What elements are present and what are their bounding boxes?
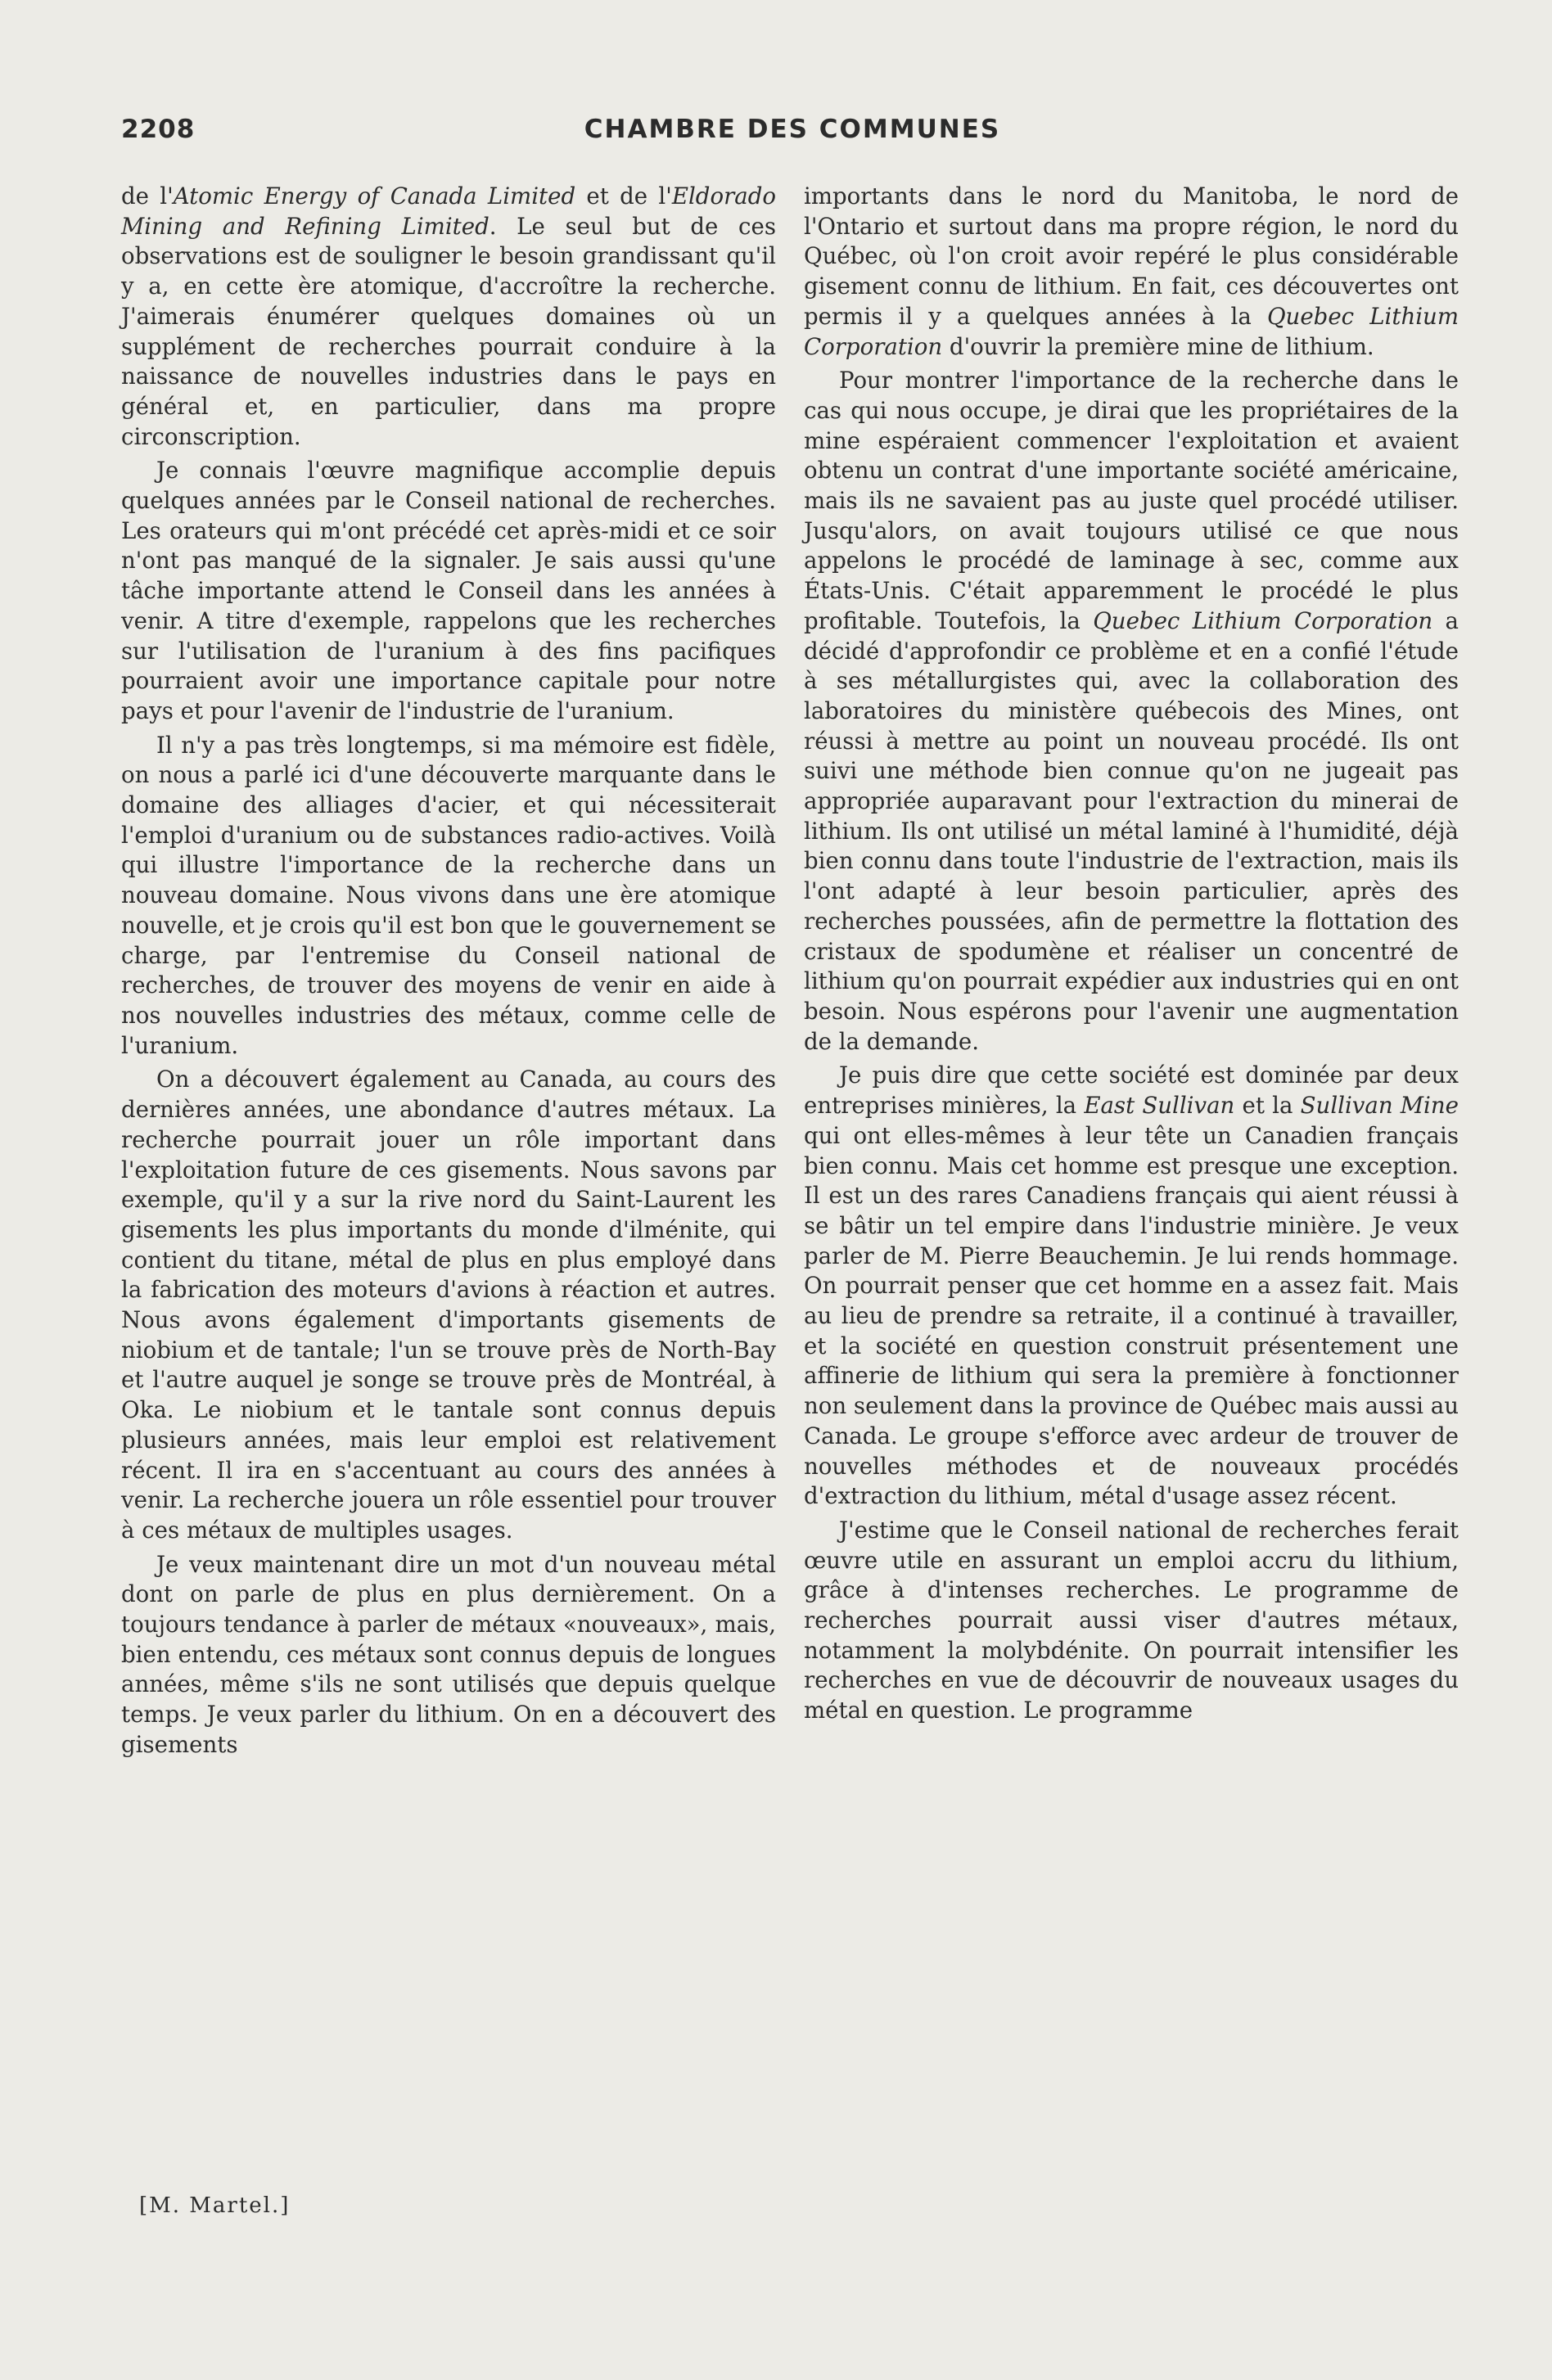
- page-header: [121, 115, 1464, 156]
- paragraph: Il n'y a pas très longtemps, si ma mémoire est fidèle, on nous a parlé ici d'une découverte marquante dans le domaine des alliages d'acier, et qui nécessiterait l'emploi d'uranium ou de substances radio-actives. Voilà qui illustre l'importance de la recherche dans un nouveau domaine. Nous vivons dans une ère atomique nouvelle, et je crois qu'il est bon que le gouvernement se charge, par l'entremise du Conseil national de recherches, de trouver des moyens de venir en aide à nos nouvelles industries des métaux, comme celle de l'uranium.: [121, 731, 776, 1059]
- paragraph: Pour montrer l'importance de la recherche dans le cas qui nous occupe, je dirai que les propriétaires de la mine espéraient commencer l'exploitation et avaient obtenu un contrat d'une importante société américaine, mais ils ne savaient pas au juste quel procédé utiliser. Jusqu'alors, on avait toujours utilisé ce que nous appelons le procédé de laminage à sec, comme aux États-Unis. C'était apparemment le procédé le plus profitable. Toutefois, la Quebec Lithium Corporation a décidé d'approfondir ce problème et en a confié l'étude à ses métallurgistes qui, avec la collaboration des laboratoires du ministère québecois des Mines, ont réussi à mettre au point un nouveau procédé. Ils ont suivi une méthode bien connue qu'on ne jugeait pas appropriée auparavant pour l'extraction du minerai de lithium. Ils ont utilisé un métal laminé à l'humidité, déjà bien connu dans toute l'industrie de l'extraction, mais ils l'ont adapté à leur besoin particulier, après des recherches poussées, afin de permettre la flottation des cristaux de spodumène et réaliser un concentré de lithium qu'on pourrait expédier aux industries qui en ont besoin. Nous espérons pour l'avenir une augmentation de la demande.: [804, 367, 1459, 1055]
- left-column: [121, 182, 776, 1765]
- paragraph: On a découvert également au Canada, au cours des dernières années, une abondance d'autres métaux. La recherche pourrait jouer un rôle important dans l'exploitation future de ces gisements. Nous savons par exemple, qu'il y a sur la rive nord du Saint-Laurent les gisements les plus importants du monde d'ilménite, qui contient du titane, métal de plus en plus employé dans la fabrication des moteurs d'avions à réaction et autres. Nous avons également d'importants gisements de niobium et de tantale; l'un se trouve près de North-Bay et l'autre auquel je songe se trouve près de Montréal, à Oka. Le niobium et le tantale sont connus depuis plusieurs années, mais leur emploi est relativement récent. Il ira en s'accentuant au cours des années à venir. La recherche jouera un rôle essentiel pour trouver à ces métaux de multiples usages.: [121, 1066, 776, 1544]
- paragraph: importants dans le nord du Manitoba, le nord de l'Ontario et surtout dans ma propre région, le nord du Québec, où l'on croit avoir repéré le plus considérable gisement connu de lithium. En fait, ces découvertes ont permis il y a quelques années à la Quebec Lithium Corporation d'ouvrir la première mine de lithium.: [804, 183, 1459, 360]
- right-column: [804, 182, 1459, 1730]
- paragraph: de l'Atomic Energy of Canada Limited et de l'Eldorado Mining and Refining Limited. Le seul but de ces observations est de souligner le besoin grandissant qu'il y a, en cette ère atomique, d'accroître la recherche. J'aimerais énumérer quelques domaines où un supplément de recherches pourrait conduire à la naissance de nouvelles industries dans le pays en général et, en particulier, dans ma propre circonscription.: [121, 183, 776, 450]
- paragraph: Je puis dire que cette société est dominée par deux entreprises minières, la East Sullivan et la Sullivan Mine qui ont elles-mêmes à leur tête un Canadien français bien connu. Mais cet homme est presque une exception. Il est un des rares Canadiens français qui aient réussi à se bâtir un tel empire dans l'industrie minière. Je veux parler de M. Pierre Beauchemin. Je lui rends hommage. On pourrait penser que cet homme en a assez fait. Mais au lieu de prendre sa retraite, il a continué à travailler, et la société en question construit présentement une affinerie de lithium qui sera la première à fonctionner non seulement dans la province de Québec mais aussi au Canada. Le groupe s'efforce avec ardeur de trouver de nouvelles méthodes et de nouveaux procédés d'extraction du lithium, métal d'usage assez récent.: [804, 1062, 1459, 1510]
- page-number: 2208: [121, 115, 196, 144]
- paragraph: Je connais l'œuvre magnifique accomplie depuis quelques années par le Conseil national de recherches. Les orateurs qui m'ont précédé cet après-midi et ce soir n'ont pas manqué de la signaler. Je sais aussi qu'une tâche importante attend le Conseil dans les années à venir. A titre d'exemple, rappelons que les recherches sur l'utilisation de l'uranium à des fins pacifiques pourraient avoir une importance capitale pour notre pays et pour l'avenir de l'industrie de l'uranium.: [121, 457, 776, 724]
- speaker-reference: [M. Martel.]: [139, 2193, 291, 2218]
- paragraph: Je veux maintenant dire un mot d'un nouveau métal dont on parle de plus en plus dernièrement. On a toujours tendance à parler de métaux «nouveaux», mais, bien entendu, ces métaux sont connus depuis de longues années, même s'ils ne sont utilisés que depuis quelque temps. Je veux parler du lithium. On en a découvert des gisements: [121, 1550, 776, 1758]
- paragraph: J'estime que le Conseil national de recherches ferait œuvre utile en assurant un emploi accru du lithium, grâce à d'intenses recherches. Le programme de recherches pourrait aussi viser d'autres métaux, notamment la molybdénite. On pourrait intensifier les recherches en vue de découvrir de nouveaux usages du métal en question. Le programme: [804, 1516, 1459, 1724]
- running-title: CHAMBRE DES COMMUNES: [584, 115, 1001, 144]
